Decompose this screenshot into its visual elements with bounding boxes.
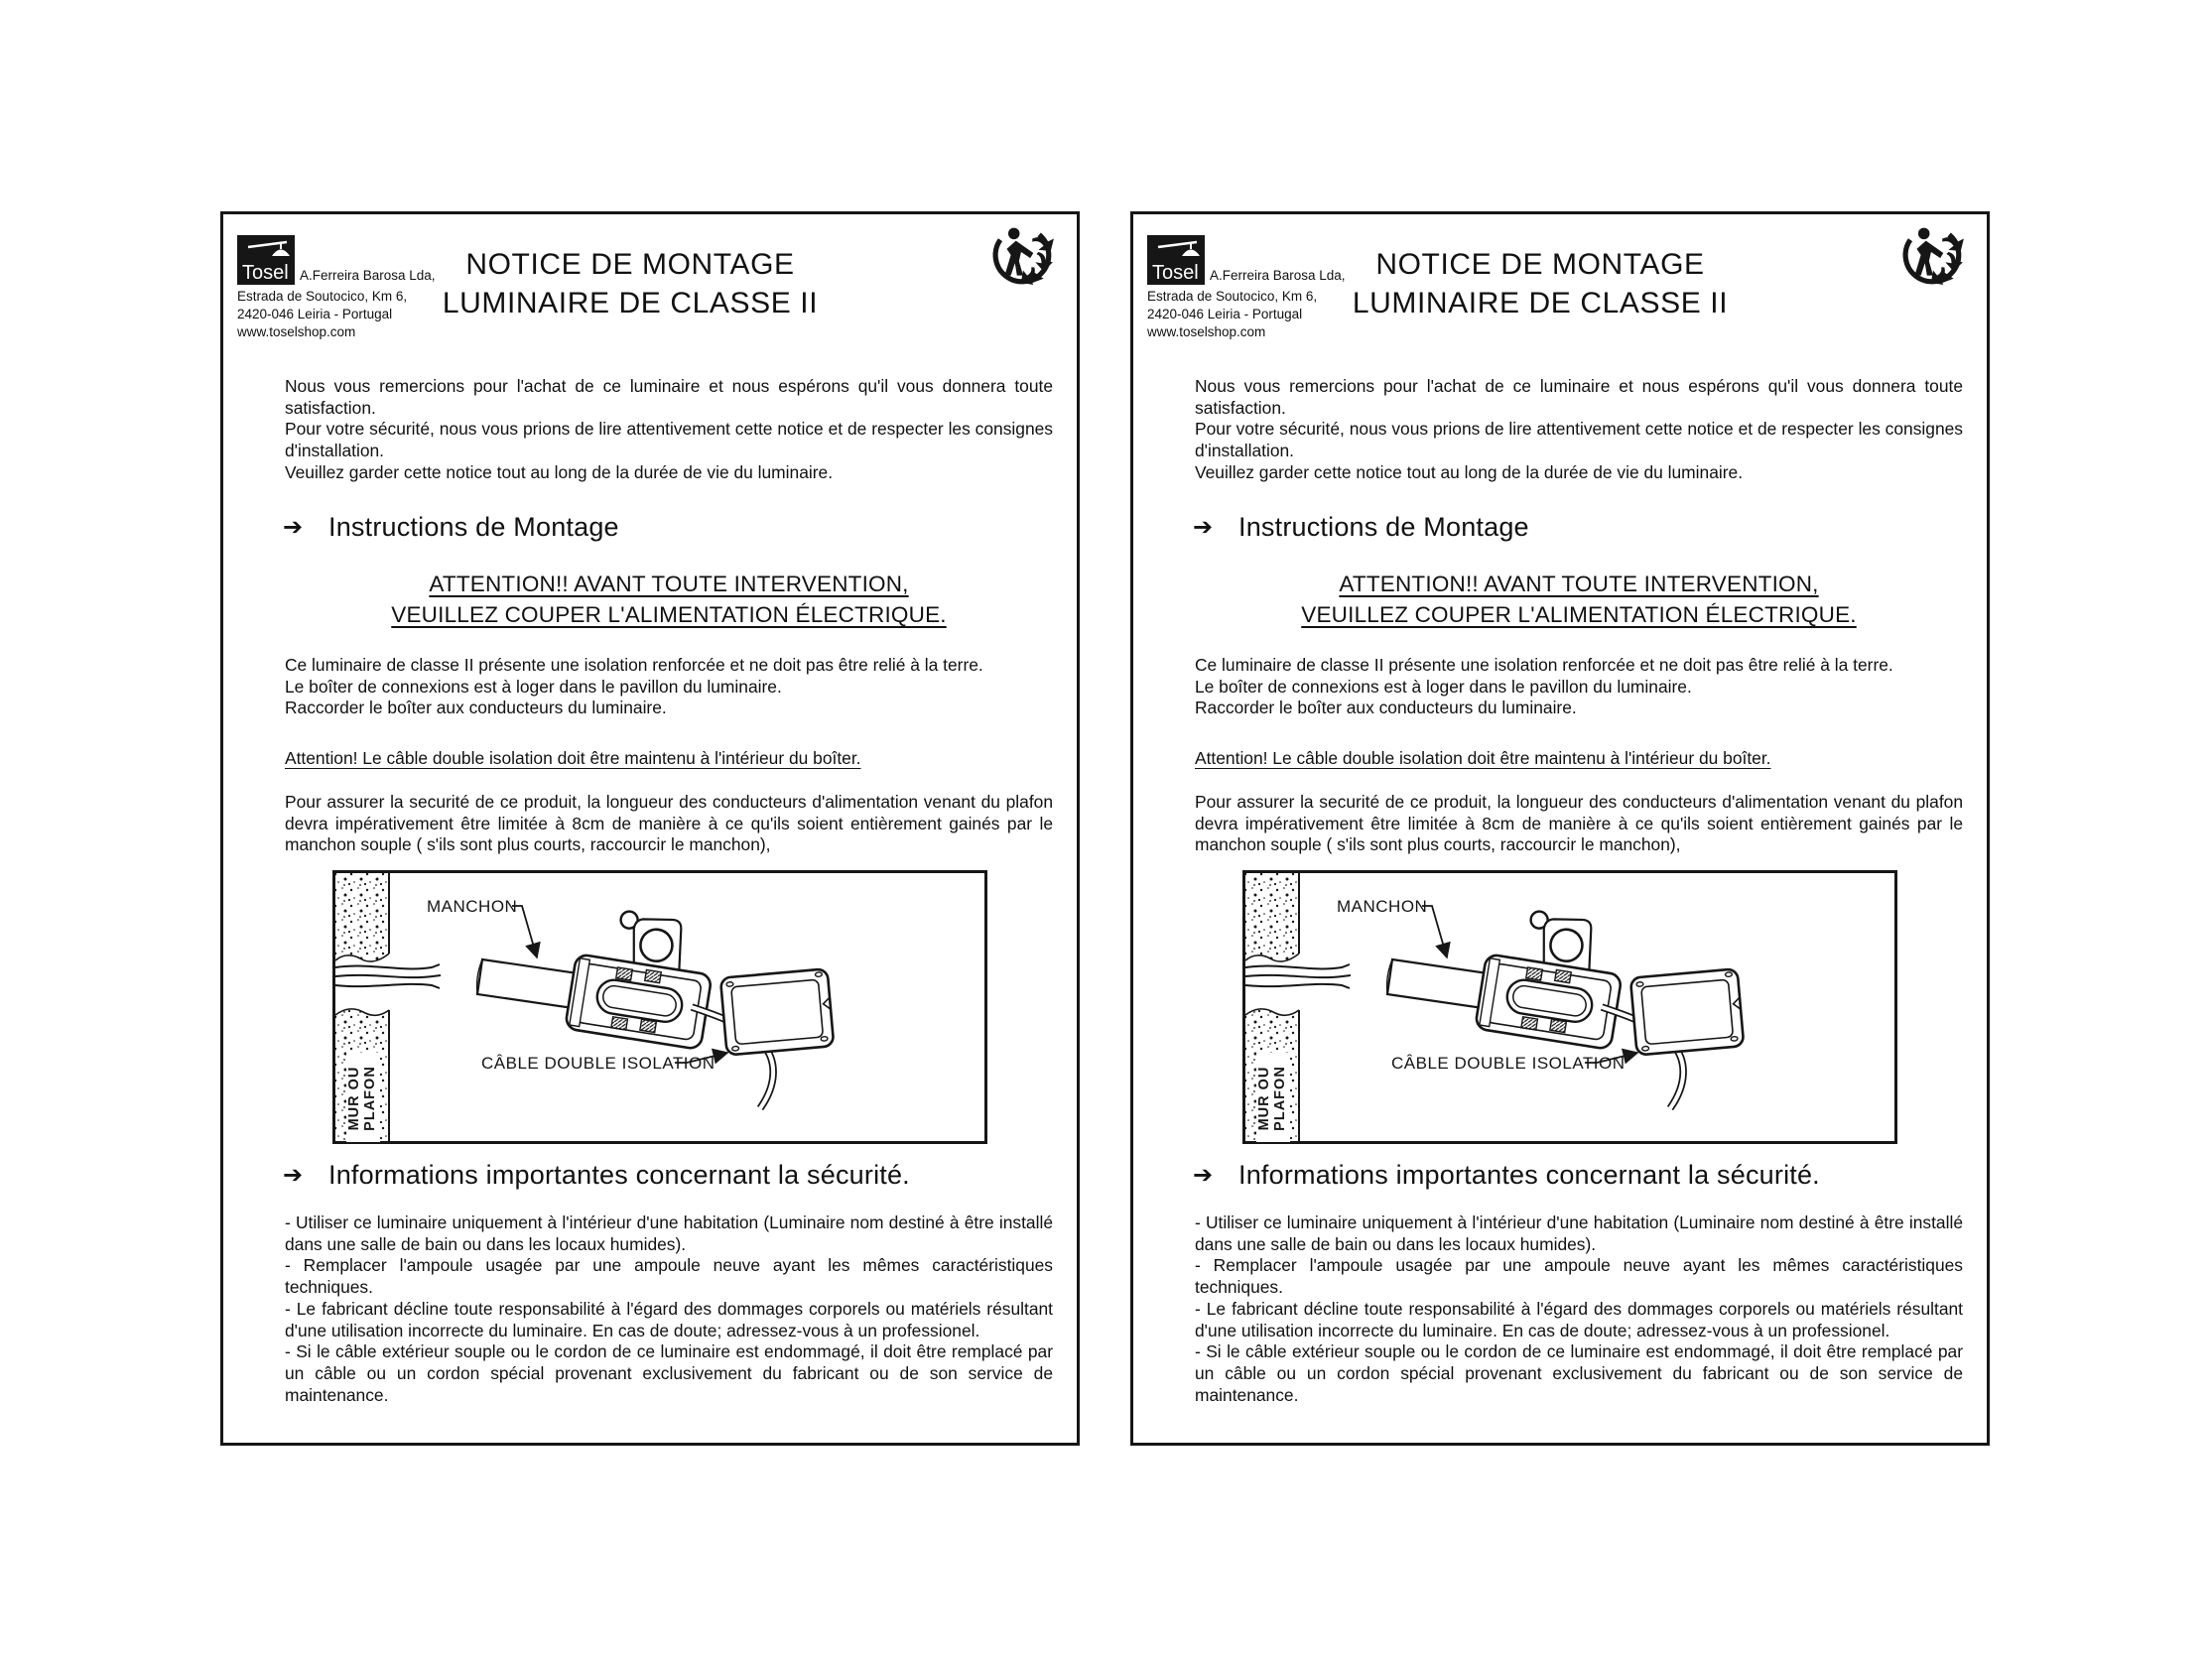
wall-label-line2: PLAFON (362, 1066, 378, 1131)
manchon-label: MANCHON (1337, 897, 1428, 916)
class2-line: Ce luminaire de classe II présente une isolation renforcée et ne doit pas être relié à la terre. (285, 655, 983, 675)
installation-diagram-drawing (332, 870, 987, 1144)
section-heading-security (1193, 1160, 1820, 1191)
cable-attention-note: Attention! Le câble double isolation doit être maintenu à l'intérieur du boîter. (1195, 748, 1771, 768)
triman-recycling-icon (991, 221, 1057, 287)
notice-page-1 (220, 211, 1080, 1446)
company-street: Estrada de Soutocico, Km 6, (237, 289, 408, 304)
class2-line: Raccorder le boîter aux conducteurs du luminaire. (1195, 698, 1577, 718)
manchon-label: MANCHON (427, 897, 518, 916)
installation-diagram-drawing (1242, 870, 1897, 1144)
power-warning-line1: ATTENTION!! AVANT TOUTE INTERVENTION, (429, 572, 909, 596)
company-street: Estrada de Soutocico, Km 6, (1147, 289, 1318, 304)
power-warning-line1: ATTENTION!! AVANT TOUTE INTERVENTION, (1339, 572, 1819, 596)
arrow-bullet-icon: ➔ (283, 514, 304, 541)
cover-box (720, 968, 834, 1055)
logo-wordmark: Tosel (1152, 262, 1199, 284)
power-warning-line2: VEUILLEZ COUPER L'ALIMENTATION ÉLECTRIQUE. (391, 602, 947, 627)
power-warning (1195, 569, 1963, 630)
section-heading-security (283, 1160, 910, 1191)
hanging-lamp-logo-icon (237, 235, 295, 285)
security-item: - Le fabricant décline toute responsabilité à l'égard des dommages corporels ou matériels résultant d'une utilisation incorrecte du luminaire. En cas de doute; adressez-vous à un professionel. (1195, 1298, 1963, 1340)
arrow-bullet-icon: ➔ (1193, 1162, 1214, 1189)
security-item: - Le fabricant décline toute responsabilité à l'égard des dommages corporels ou matériels résultant d'une utilisation incorrecte du luminaire. En cas de doute; adressez-vous à un professionel. (285, 1298, 1053, 1340)
page-title-line1: NOTICE DE MONTAGE (465, 248, 795, 281)
intro-paragraph: Pour votre sécurité, nous vous prions de lire attentivement cette notice et de respecter les consignes d'installation. (1195, 419, 1963, 461)
security-items (285, 1212, 1053, 1406)
installation-diagram (332, 870, 987, 1144)
conductor-length-paragraph: Pour assurer la securité de ce produit, la longueur des conducteurs d'alimentation venant du plafon devra impérativement être limitée à 8cm de manière à ce qu'ils soient entièrement gainés par le manchon souple ( s'ils sont plus courts, raccourcir le manchon), (1195, 792, 1963, 855)
page-title-line2: LUMINAIRE DE CLASSE II (1352, 287, 1729, 319)
class2-line: Raccorder le boîter aux conducteurs du luminaire. (285, 698, 667, 718)
tosel-logo (1147, 235, 1205, 285)
intro-paragraph: Pour votre sécurité, nous vous prions de lire attentivement cette notice et de respecter les consignes d'installation. (285, 419, 1053, 461)
wall-label-line2: PLAFON (1272, 1066, 1288, 1131)
company-website: www.toselshop.com (237, 324, 356, 339)
intro-paragraph: Nous vous remercions pour l'achat de ce luminaire et nous espérons qu'il vous donnera toute satisfaction. (285, 376, 1053, 418)
conductor-length-paragraph: Pour assurer la securité de ce produit, la longueur des conducteurs d'alimentation venant du plafon devra impérativement être limitée à 8cm de manière à ce qu'ils soient entièrement gainés par le manchon souple ( s'ils sont plus courts, raccourcir le manchon), (285, 792, 1053, 855)
security-item: - Remplacer l'ampoule usagée par une ampoule neuve ayant les mêmes caractéristiques techniques. (285, 1255, 1053, 1298)
power-warning-line2: VEUILLEZ COUPER L'ALIMENTATION ÉLECTRIQUE. (1301, 602, 1857, 627)
arrow-bullet-icon: ➔ (283, 1162, 304, 1189)
class2-line: Ce luminaire de classe II présente une isolation renforcée et ne doit pas être relié à la terre. (1195, 655, 1893, 675)
class2-paragraph (1195, 655, 1963, 719)
company-name: A.Ferreira Barosa Lda, (1210, 268, 1346, 283)
security-item: - Utiliser ce luminaire uniquement à l'intérieur d'une habitation (Luminaire nom destiné à être installé dans une salle de bain ou dans les locaux humides). (285, 1212, 1053, 1254)
security-heading-text: Informations importantes concernant la sécurité. (1238, 1160, 1820, 1190)
security-item: - Si le câble extérieur souple ou le cordon de ce luminaire est endommagé, il doit être remplacé par un câble ou un cordon spécial provenant exclusivement du fabricant ou de son service de maintenance. (1195, 1341, 1963, 1405)
security-item: - Utiliser ce luminaire uniquement à l'intérieur d'une habitation (Luminaire nom destiné à être installé dans une salle de bain ou dans les locaux humides). (1195, 1212, 1963, 1254)
page-title-line2: LUMINAIRE DE CLASSE II (442, 287, 819, 319)
page-title (1203, 245, 1878, 322)
power-warning (285, 569, 1053, 630)
section-heading-montage (283, 512, 619, 543)
cable-label: CÂBLE DOUBLE ISOLATION (1391, 1054, 1626, 1073)
wall-label-line1: MUR OU (1256, 1066, 1272, 1131)
wall-label-line1: MUR OU (346, 1066, 362, 1131)
company-website: www.toselshop.com (1147, 324, 1266, 339)
security-items (1195, 1212, 1963, 1406)
class2-line: Le boîter de connexions est à loger dans le pavillon du luminaire. (285, 676, 782, 697)
notice-page-2 (1130, 211, 1990, 1446)
intro-paragraphs (1195, 376, 1963, 484)
cable-label: CÂBLE DOUBLE ISOLATION (481, 1054, 716, 1073)
intro-paragraphs (285, 376, 1053, 484)
arrow-bullet-icon: ➔ (1193, 514, 1214, 541)
notice-page-content (223, 214, 1077, 1443)
triman-recycling-icon (1901, 221, 1967, 287)
notice-page-content (1133, 214, 1987, 1443)
intro-paragraph: Nous vous remercions pour l'achat de ce luminaire et nous espérons qu'il vous donnera toute satisfaction. (1195, 376, 1963, 418)
company-city: 2420-046 Leiria - Portugal (237, 307, 393, 321)
intro-paragraph: Veuillez garder cette notice tout au long de la durée de vie du luminaire. (285, 461, 834, 482)
page-title (293, 245, 968, 322)
hanging-lamp-logo-icon (1147, 235, 1205, 285)
class2-line: Le boîter de connexions est à loger dans le pavillon du luminaire. (1195, 676, 1692, 697)
security-item: - Remplacer l'ampoule usagée par une ampoule neuve ayant les mêmes caractéristiques techniques. (1195, 1255, 1963, 1298)
class2-paragraph (285, 655, 1053, 719)
intro-paragraph: Veuillez garder cette notice tout au long de la durée de vie du luminaire. (1195, 461, 1744, 482)
tosel-logo (237, 235, 295, 285)
security-item: - Si le câble extérieur souple ou le cordon de ce luminaire est endommagé, il doit être remplacé par un câble ou un cordon spécial provenant exclusivement du fabricant ou de son service de maintenance. (285, 1341, 1053, 1405)
page-title-line1: NOTICE DE MONTAGE (1375, 248, 1705, 281)
montage-heading-text: Instructions de Montage (1238, 512, 1529, 542)
logo-wordmark: Tosel (242, 262, 289, 284)
company-city: 2420-046 Leiria - Portugal (1147, 307, 1303, 321)
section-heading-montage (1193, 512, 1529, 543)
security-heading-text: Informations importantes concernant la sécurité. (328, 1160, 910, 1190)
company-name: A.Ferreira Barosa Lda, (300, 268, 436, 283)
montage-heading-text: Instructions de Montage (328, 512, 619, 542)
cover-box (1630, 968, 1744, 1055)
cable-attention-note: Attention! Le câble double isolation doit être maintenu à l'intérieur du boîter. (285, 748, 861, 768)
installation-diagram (1242, 870, 1897, 1144)
